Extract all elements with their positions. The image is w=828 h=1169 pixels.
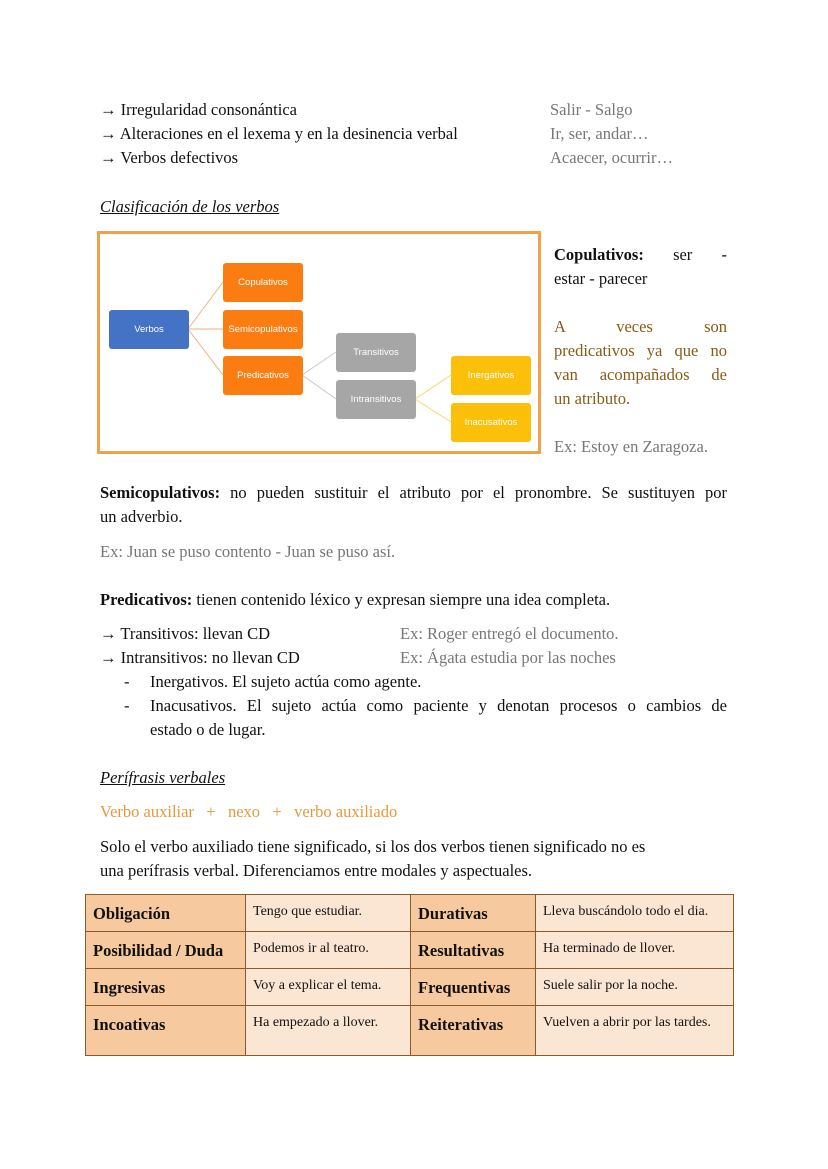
table-cell: Frequentivas xyxy=(411,969,536,1006)
table-cell: Suele salir por la noche. xyxy=(536,969,734,1006)
perifrasis-heading: Perífrasis verbales xyxy=(100,768,226,787)
irregular-example-3: Acaecer, ocurrir… xyxy=(550,148,674,167)
perifrasis-text-1: Solo el verbo auxiliado tiene significado, si los dos verbos tienen significado no es xyxy=(100,837,646,856)
connector-predicativos-transitivos xyxy=(302,352,336,375)
perifrasis-table xyxy=(85,894,734,1056)
table-cell: Posibilidad / Duda xyxy=(86,932,246,969)
table-row xyxy=(86,1006,734,1056)
note-line-4: un atributo. xyxy=(554,389,631,408)
table-cell: Podemos ir al teatro. xyxy=(246,932,411,969)
copulativos-example: Ex: Estoy en Zaragoza. xyxy=(554,437,708,456)
node-intransitivos: Intransitivos xyxy=(336,380,416,419)
transitivos-example: Ex: Roger entregó el documento. xyxy=(400,624,619,643)
semicopulativos-line-2: un adverbio. xyxy=(100,507,183,526)
intransitivos-label: → Intransitivos: no llevan CD xyxy=(100,648,300,667)
semicopulativos-label: Semicopulativos: xyxy=(100,483,221,502)
semicopulativos-example: Ex: Juan se puso contento - Juan se puso así. xyxy=(100,542,396,561)
predicativos-line xyxy=(100,590,610,610)
table-cell: Resultativas xyxy=(411,932,536,969)
table-cell: Vuelven a abrir por las tardes. xyxy=(536,1006,734,1056)
connector-intransitivos-inergativos xyxy=(415,375,451,399)
connector-verbos-copulativos xyxy=(188,282,223,329)
note-line-2: predicativos ya que no xyxy=(554,341,727,360)
connector-predicativos-intransitivos xyxy=(302,375,336,399)
bullet-dash-2: - xyxy=(124,696,130,715)
irregular-example-2: Ir, ser, andar… xyxy=(550,124,649,143)
node-transitivos: Transitivos xyxy=(336,333,416,372)
table-row xyxy=(86,932,734,969)
table-cell: Reiterativas xyxy=(411,1006,536,1056)
copulativos-note xyxy=(554,243,727,459)
node-inergativos: Inergativos xyxy=(451,356,531,395)
table-cell: Tengo que estudiar. xyxy=(246,895,411,932)
perifrasis-formula: Verbo auxiliar + nexo + verbo auxiliado xyxy=(100,802,398,821)
semicopulativos-text-1: no pueden sustituir el atributo por el pronombre. Se sustituyen por xyxy=(230,483,727,502)
irregular-item-1: → Irregularidad consonántica xyxy=(100,100,298,119)
node-inacusativos: Inacusativos xyxy=(451,403,531,442)
perifrasis-text-2: una perífrasis verbal. Diferenciamos entre modales y aspectuales. xyxy=(100,861,533,880)
verb-classification-diagram xyxy=(97,231,541,454)
copulativos-label: Copulativos: xyxy=(554,245,644,264)
node-predicativos: Predicativos xyxy=(223,356,303,395)
irregular-item-3: → Verbos defectivos xyxy=(100,148,239,167)
intransitivos-example: Ex: Ágata estudia por las noches xyxy=(400,648,616,667)
transitivos-label: → Transitivos: llevan CD xyxy=(100,624,271,643)
semicopulativos-line-1 xyxy=(100,483,727,503)
predicativos-label: Predicativos: xyxy=(100,590,193,609)
irregular-item-2: → Alteraciones en el lexema y en la desinencia verbal xyxy=(100,124,458,143)
bullet-inergativos: Inergativos. El sujeto actúa como agente. xyxy=(150,672,422,691)
table-row xyxy=(86,969,734,1006)
connector-intransitivos-inacusativos xyxy=(415,399,451,422)
table-row xyxy=(86,895,734,932)
node-semicopulativos: Semicopulativos xyxy=(223,310,303,349)
predicativos-text: tienen contenido léxico y expresan siempre una idea completa. xyxy=(196,590,611,609)
table-cell: Ha empezado a llover. xyxy=(246,1006,411,1056)
note-line-1: A veces son xyxy=(554,317,727,336)
node-copulativos: Copulativos xyxy=(223,263,303,302)
table-cell: Ingresivas xyxy=(86,969,246,1006)
classification-heading: Clasificación de los verbos xyxy=(100,197,280,216)
table-cell: Incoativas xyxy=(86,1006,246,1056)
bullet-dash-1: - xyxy=(124,672,130,691)
table-cell: Lleva buscándolo todo el dia. xyxy=(536,895,734,932)
table-cell: Voy a explicar el tema. xyxy=(246,969,411,1006)
node-verbos: Verbos xyxy=(109,310,189,349)
table-cell: Obligación xyxy=(86,895,246,932)
irregular-example-1: Salir - Salgo xyxy=(550,100,633,119)
table-cell: Ha terminado de llover. xyxy=(536,932,734,969)
copulativos-examples-b: estar - parecer xyxy=(554,269,648,288)
copulativos-examples-a: ser - xyxy=(673,245,727,264)
copulativos-line xyxy=(554,243,727,267)
bullet-inacusativos-line-1: Inacusativos. El sujeto actúa como paciente y denotan procesos o cambios de xyxy=(150,696,727,715)
note-line-3: van acompañados de xyxy=(554,365,727,384)
bullet-inacusativos-line-2: estado o de lugar. xyxy=(150,720,266,739)
table-cell: Durativas xyxy=(411,895,536,932)
connector-verbos-predicativos xyxy=(188,329,223,375)
